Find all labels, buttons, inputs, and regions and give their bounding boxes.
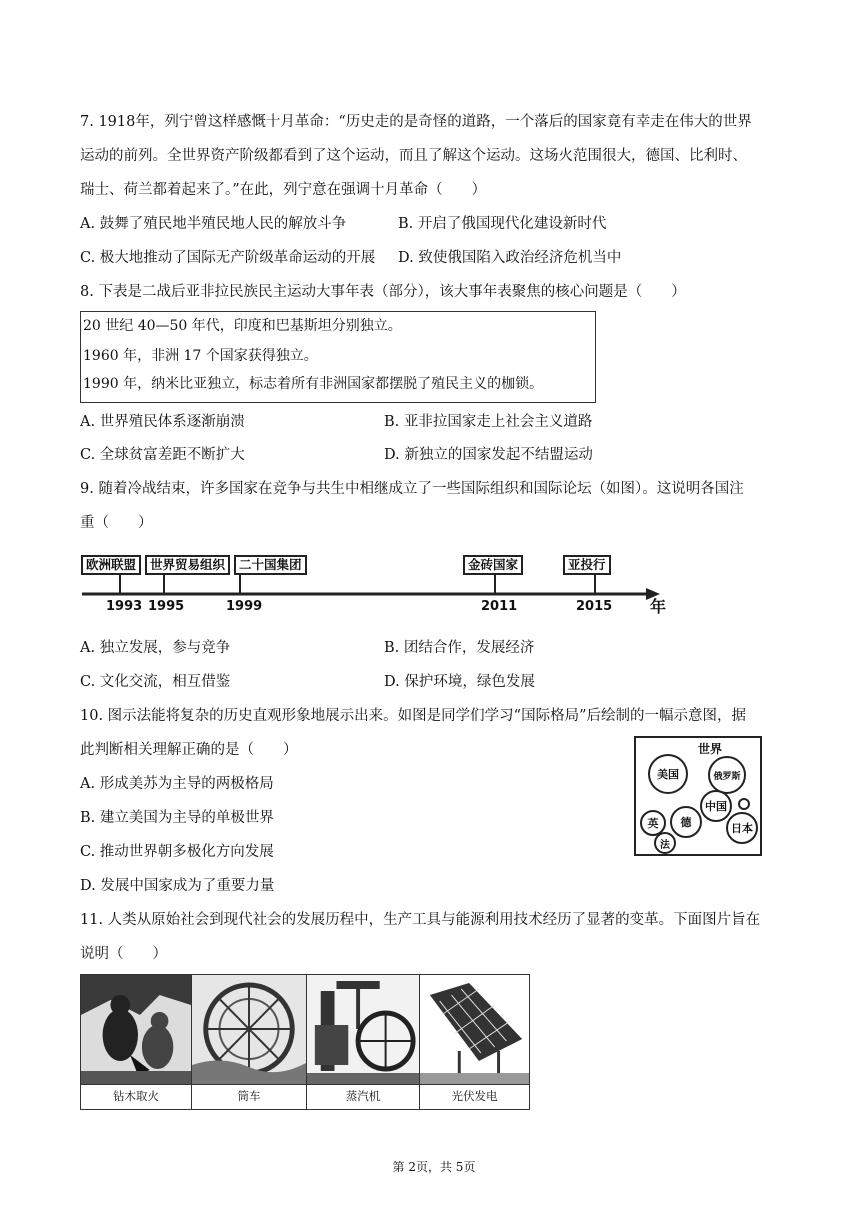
page-footer: 第 2页，共 5页 xyxy=(392,1160,476,1174)
q7-option-b: B. 开启了俄国现代化建设新时代 xyxy=(398,216,607,232)
timeline-year: 2015 xyxy=(576,599,613,614)
circle-japan: 日本 xyxy=(726,812,758,844)
q8-option-d: D. 新独立的国家发起不结盟运动 xyxy=(384,447,593,463)
q9-stem-line1: 9. 随着冷战结束，许多国家在竞争与共生中相继成立了一些国际组织和国际论坛（如图）。这说明各国注 xyxy=(80,481,744,497)
timeline-year: 1995 xyxy=(148,599,185,614)
q9-stem-line2: 重（ ） xyxy=(80,515,153,531)
q9-option-d: D. 保护环境，绿色发展 xyxy=(384,674,535,690)
fire-drill-illustration xyxy=(81,975,191,1087)
caption-fire-drill: 钻木取火 xyxy=(81,1084,191,1109)
image-fire-drill xyxy=(80,974,192,1110)
image-solar-panel xyxy=(419,974,530,1110)
q8-option-c: C. 全球贫富差距不断扩大 xyxy=(80,447,245,463)
circle-russia: 俄罗斯 xyxy=(708,756,746,794)
diagram-title: 世界 xyxy=(698,742,723,756)
circle-france: 法 xyxy=(654,832,676,854)
solar-panel-illustration xyxy=(420,975,529,1087)
timeline-label-g20: 二十国集团 xyxy=(234,555,307,575)
small-circle xyxy=(738,798,750,810)
timeline-label-aiib: 亚投行 xyxy=(563,555,611,575)
q8-option-a: A. 世界殖民体系逐渐崩溃 xyxy=(80,414,245,430)
q9-option-b: B. 团结合作，发展经济 xyxy=(384,640,535,656)
q10-stem-line2: 此判断相关理解正确的是（ ） xyxy=(80,742,298,758)
circle-china: 中国 xyxy=(700,790,732,822)
caption-solar-panel: 光伏发电 xyxy=(420,1084,529,1109)
circle-uk: 英 xyxy=(640,810,666,836)
circle-germany: 德 xyxy=(670,806,702,838)
q8-table-row: 20 世纪 40—50 年代，印度和巴基斯坦分别独立。 xyxy=(83,318,402,334)
q10-option-c: C. 推动世界朝多极化方向发展 xyxy=(80,844,274,860)
image-water-wheel xyxy=(191,974,307,1110)
timeline-year: 1999 xyxy=(226,599,263,614)
timeline-label-wto: 世界贸易组织 xyxy=(145,555,230,575)
q9-option-c: C. 文化交流，相互借鉴 xyxy=(80,674,231,690)
q8-event-table xyxy=(80,311,596,403)
q11-stem-line1: 11. 人类从原始社会到现代社会的发展历程中，生产工具与能源利用技术经历了显著的变革。下面图片旨在 xyxy=(80,912,761,928)
circle-usa: 美国 xyxy=(648,754,688,794)
q10-option-b: B. 建立美国为主导的单极世界 xyxy=(80,810,274,826)
timeline-year: 1993 xyxy=(106,599,143,614)
q8-stem: 8. 下表是二战后亚非拉民族民主运动大事年表（部分），该大事年表聚焦的核心问题是（ ） xyxy=(80,284,686,300)
steam-engine-illustration xyxy=(307,975,419,1087)
q8-option-b: B. 亚非拉国家走上社会主义道路 xyxy=(384,414,593,430)
q10-option-a: A. 形成美苏为主导的两极格局 xyxy=(80,776,274,792)
q7-option-d: D. 致使俄国陷入政治经济危机当中 xyxy=(398,250,622,266)
timeline-label-eu: 欧洲联盟 xyxy=(81,555,141,575)
timeline-year: 2011 xyxy=(481,599,518,614)
q11-stem-line2: 说明（ ） xyxy=(80,946,167,962)
q8-table-row: 1960 年，非洲 17 个国家获得独立。 xyxy=(83,348,318,364)
q10-option-d: D. 发展中国家成为了重要力量 xyxy=(80,878,275,894)
timeline-unit: 年 xyxy=(650,597,667,616)
caption-steam-engine: 蒸汽机 xyxy=(307,1084,419,1109)
q7-stem-line1: 7. 1918年，列宁曾这样感慨十月革命：“历史走的是奇怪的道路，一个落后的国家竟有幸走在伟大的世界 xyxy=(80,114,752,130)
water-wheel-illustration xyxy=(192,975,306,1087)
q9-option-a: A. 独立发展，参与竞争 xyxy=(80,640,231,656)
image-steam-engine xyxy=(306,974,420,1110)
q7-stem-line2: 运动的前列。全世界资产阶级都看到了这个运动，而且了解这个运动。这场火范围很大，德国、比利时、 xyxy=(80,148,747,164)
world-pattern-diagram xyxy=(634,736,762,856)
q7-option-c: C. 极大地推动了国际无产阶级革命运动的开展 xyxy=(80,250,376,266)
q7-stem-line3: 瑞士、荷兰都着起来了。”在此，列宁意在强调十月革命（ ） xyxy=(80,182,487,198)
q7-option-a: A. 鼓舞了殖民地半殖民地人民的解放斗争 xyxy=(80,216,347,232)
q8-table-row: 1990 年，纳米比亚独立，标志着所有非洲国家都摆脱了殖民主义的枷锁。 xyxy=(83,376,544,392)
caption-water-wheel: 筒车 xyxy=(192,1084,306,1109)
q10-stem-line1: 10. 图示法能将复杂的历史直观形象地展示出来。如图是同学们学习“国际格局”后绘制的一幅示意图，据 xyxy=(80,708,746,724)
timeline-label-brics: 金砖国家 xyxy=(463,555,523,575)
